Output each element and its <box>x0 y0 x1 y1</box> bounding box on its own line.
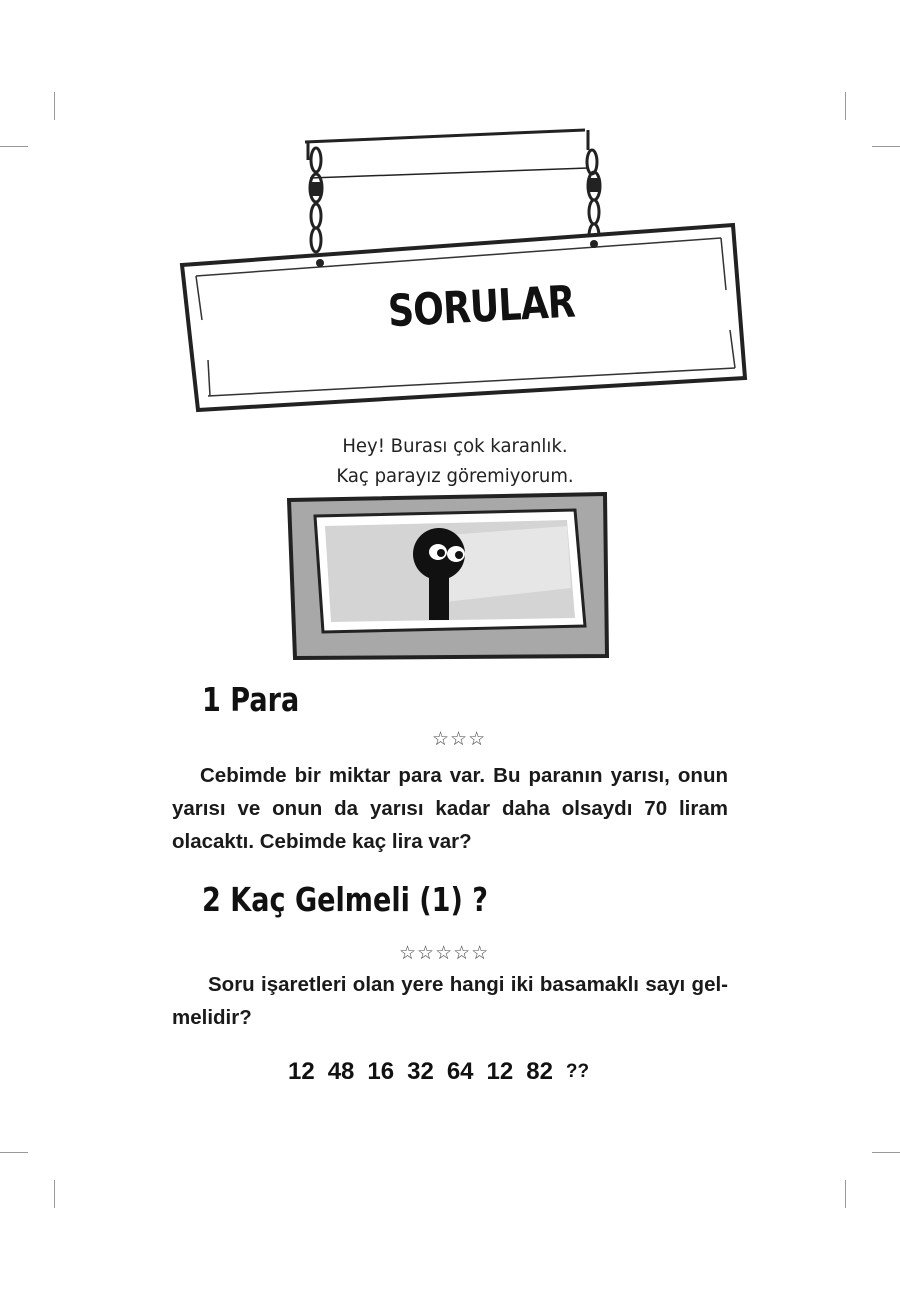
sequence-number: 16 <box>367 1058 395 1085</box>
keyhole-eyes-icon <box>285 492 611 660</box>
sequence-number: 48 <box>327 1058 355 1085</box>
speech-line: Kaç parayız göremiyorum. <box>336 465 574 487</box>
sequence-unknown: ?? <box>565 1061 590 1082</box>
crop-mark <box>845 1180 846 1208</box>
question-title: 1 Para <box>202 680 300 719</box>
hanging-sign-icon <box>170 120 760 420</box>
sequence-number: 82 <box>526 1058 553 1085</box>
question-title: 2 Kaç Gelmeli (1) ? <box>202 880 488 919</box>
crop-mark <box>54 92 55 120</box>
question-text: Soru işaretleri olan yere hangi iki basamaklı sayı gel-melidir? <box>172 973 728 1029</box>
crop-mark <box>872 1152 900 1153</box>
sequence-number: 12 <box>486 1058 514 1085</box>
speech-line: Hey! Burası çok karanlık. <box>342 435 568 457</box>
crop-mark <box>0 146 28 147</box>
question-text: Cebimde bir miktar para var. Bu paranın yarısı, onun yarısı ve onun da yarısı kadar daha olsaydı 70 liram olacaktı. Cebimde kaç lira var? <box>172 764 728 853</box>
difficulty-stars: ☆☆☆ <box>432 728 487 750</box>
sequence-number: 32 <box>407 1058 434 1085</box>
crop-mark <box>845 92 846 120</box>
difficulty-stars: ☆☆☆☆☆ <box>399 942 490 964</box>
sequence-number: 12 <box>288 1058 315 1085</box>
crop-mark <box>54 1180 55 1208</box>
crop-mark <box>0 1152 28 1153</box>
sequence-number: 64 <box>446 1058 474 1085</box>
crop-mark <box>872 146 900 147</box>
sign-title: SORULAR <box>386 276 576 338</box>
number-sequence <box>288 1058 589 1086</box>
